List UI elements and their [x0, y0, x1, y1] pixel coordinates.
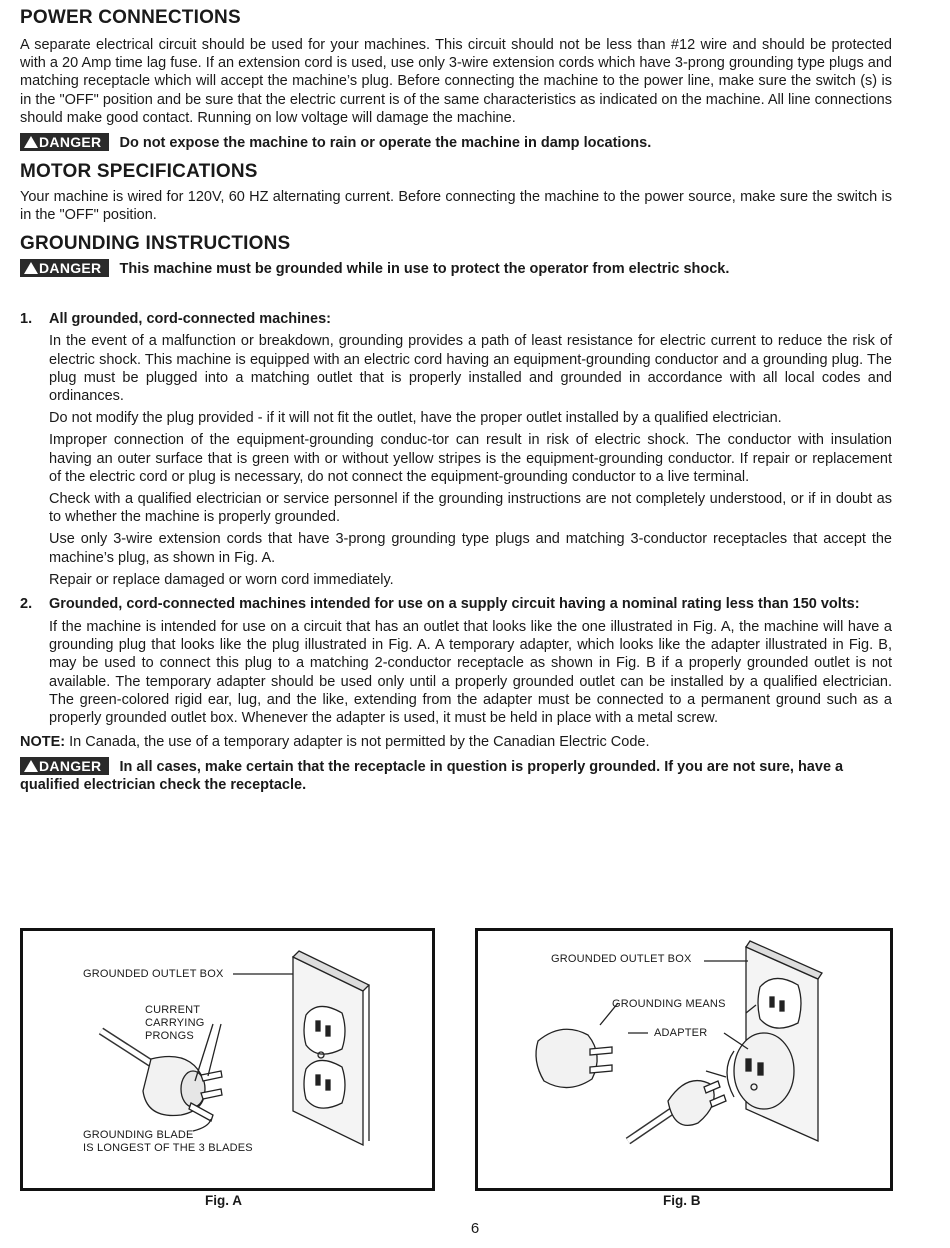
figure-b-caption: Fig. B: [663, 1193, 701, 1208]
warning-triangle-icon: [24, 262, 38, 274]
note-text: In Canada, the use of a temporary adapter is not permitted by the Canadian Electric Code.: [69, 734, 650, 751]
danger-text: In all cases, make certain that the receptacle in question is properly grounded. If you are not sure, have a qualified electrician check the receptacle.: [20, 759, 844, 794]
label-grounding-means: GROUNDING MEANS: [612, 998, 726, 1010]
item-1-paragraph: Repair or replace damaged or worn cord immediately.: [49, 571, 394, 588]
grounding-item-1: [20, 310, 892, 589]
motor-specifications-body: Your machine is wired for 120V, 60 HZ alternating current. Before connecting the machine to the power source, make sure the switch is in the "OFF" position.: [20, 189, 892, 224]
item-1-paragraph: Use only 3-wire extension cords that have 3-prong grounding type plugs and matching 3-conductor receptacles that accept the machine’s plug, as shown in Fig. A.: [49, 531, 892, 566]
danger-badge: DANGER: [20, 133, 109, 151]
label-carrying: CARRYING: [145, 1017, 205, 1029]
label-current: CURRENT: [145, 1004, 201, 1016]
manual-page: [20, 6, 892, 794]
motor-specifications-heading: MOTOR SPECIFICATIONS: [20, 161, 258, 183]
page-number: 6: [470, 1220, 480, 1237]
item-1-paragraph: Do not modify the plug provided - if it will not fit the outlet, have the proper outlet installed by a qualified electrician.: [49, 410, 782, 427]
danger-badge: DANGER: [20, 259, 109, 277]
canada-note: [20, 733, 892, 751]
item-1-paragraph: In the event of a malfunction or breakdown, grounding provides a path of least resistance for electric current to reduce the risk of electric shock. This machine is equipped with an electric cord having an equipment-grounding conductor and a grounding plug. The plug must be plugged into a matching outlet that is properly installed and grounded in accordance with all local codes and ordinances.: [49, 333, 892, 405]
danger-text: Do not expose the machine to rain or operate the machine in damp locations.: [119, 135, 652, 152]
danger-badge: DANGER: [20, 757, 109, 775]
grounding-item-2: [20, 595, 892, 727]
warning-triangle-icon: [24, 760, 38, 772]
item-1-paragraph: Check with a qualified electrician or service personnel if the grounding instructions are not completely understood, or if in doubt as to whether the machine is properly grounded.: [49, 491, 892, 526]
note-label: NOTE:: [20, 734, 66, 751]
figure-b-illustration: [478, 931, 890, 1188]
danger-text: This machine must be grounded while in use to protect the operator from electric shock.: [119, 261, 730, 278]
figure-b: [475, 928, 893, 1191]
item-1-paragraph: Improper connection of the equipment-grounding conduc-tor can result in risk of electric shock. The conductor with insulation having an outer surface that is green with or without yellow stripes is the equipment-grounding conductor. If repair or replacement of the electric cord or plug is necessary, do not connect the equipment-grounding conductor to a live terminal.: [49, 432, 892, 485]
danger-notice-grounded: [20, 259, 892, 278]
warning-triangle-icon: [24, 136, 38, 148]
power-connections-heading: POWER CONNECTIONS: [20, 7, 241, 28]
figure-a: [20, 928, 435, 1191]
label-grounded-outlet-box: GROUNDED OUTLET BOX: [83, 968, 224, 980]
figure-a-caption: Fig. A: [205, 1193, 242, 1208]
item-1-title: 1. All grounded, cord-connected machines:: [20, 311, 331, 328]
item-2-paragraph: If the machine is intended for use on a circuit that has an outlet that looks like the one illustrated in Fig. A, the machine will have a grounding plug that looks like the plug illustrated in Fig. A. A temporary adapter, which looks like the adapter illustrated in Fig. B, may be used to connect this plug to a matching 2-conductor receptacle as shown in Fig. B if a properly grounded outlet is not available. The temporary adapter should be used only until a properly grounded outlet can be installed by a qualified electrician. The green-colored rigid ear, lug, and the like, extending from the adapter must be connected to a permanent ground such as a properly grounded outlet box. Whenever the adapter is used, it must be held in place with a metal screw.: [49, 619, 892, 727]
grounding-instructions-heading: GROUNDING INSTRUCTIONS: [20, 233, 291, 255]
danger-notice-rain: [20, 133, 892, 152]
label-longest-blade: IS LONGEST OF THE 3 BLADES: [83, 1142, 253, 1154]
label-prongs: PRONGS: [145, 1030, 194, 1042]
danger-notice-receptacle: [20, 757, 892, 794]
label-grounding-blade: GROUNDING BLADE: [83, 1129, 194, 1141]
label-grounded-outlet-box: GROUNDED OUTLET BOX: [551, 953, 692, 965]
power-connections-body: A separate electrical circuit should be used for your machines. This circuit should not be less than #12 wire and should be protected with a 20 Amp time lag fuse. If an extension cord is used, use only 3-wire extension cords which have 3-prong grounding type plugs and matching receptacle which will accept the machine’s plug. Before connecting the machine to the power line, make sure the switch (s) is in the "OFF" position and be sure that the electric current is of the same characteristics as indicated on the machine. All line connections should make good contact. Running on low voltage will damage the machine.: [20, 37, 892, 126]
item-2-title: 2. Grounded, cord-connected machines intended for use on a supply circuit having a nominal rating less than 150 volts:: [20, 596, 860, 613]
label-adapter: ADAPTER: [654, 1027, 708, 1039]
